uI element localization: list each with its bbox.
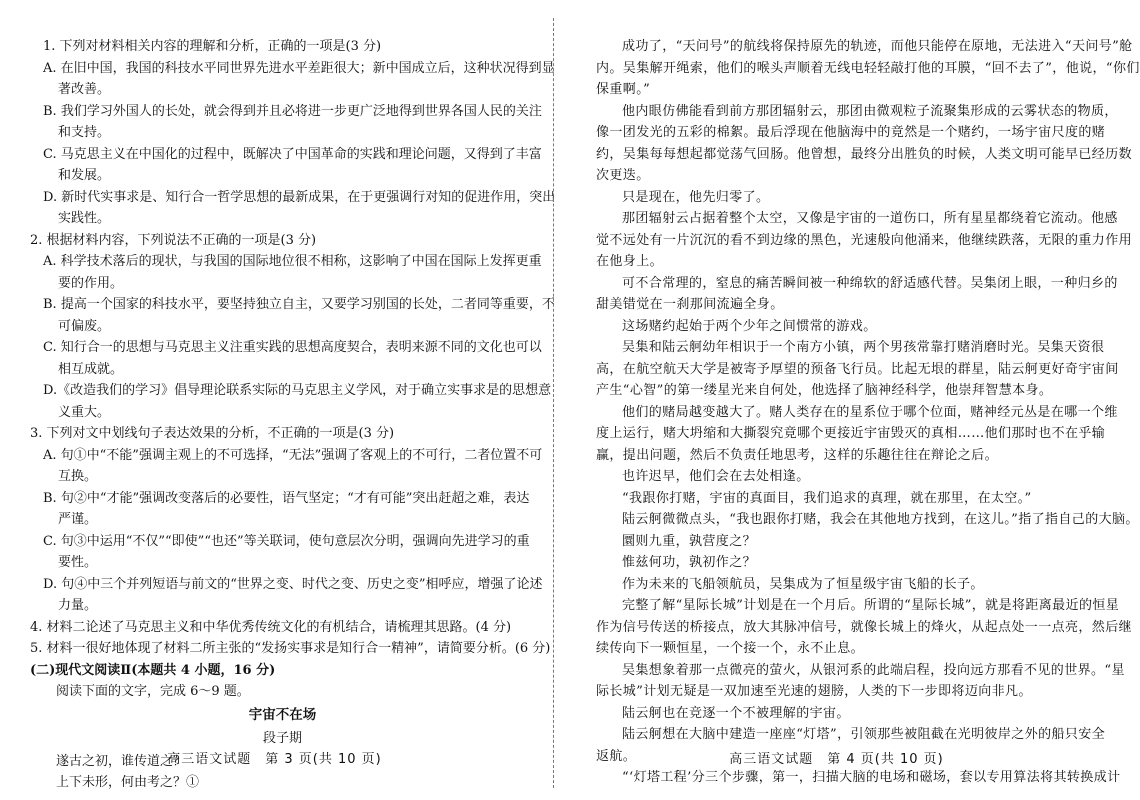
story-line: 约，吴集每每想起都觉荡气回肠。他曾想，最终分出胜负的时候，人类文明可能早已经历数 xyxy=(596,146,1133,162)
article-title: 宇宙不在场 xyxy=(248,706,317,723)
story-line: 完整了解“星际长城”计划是在一个月后。所谓的“星际长城”，就是将距离最近的恒星 xyxy=(622,598,1120,613)
q2-option-d: D.《改造我们的学习》倡导理论联系实际的马克思主义学风，对于确立实事求是的思想意 xyxy=(43,383,552,398)
q2-option-a-cont: 要的作用。 xyxy=(58,275,124,291)
q1-option-c: C. 马克思主义在中国化的过程中，既解决了中国革命的实践和理论问题，又得到了丰富 xyxy=(43,146,542,162)
q3-option-c-cont: 要性。 xyxy=(58,555,98,570)
story-line: 在他身上。 xyxy=(596,254,664,269)
story-line: 际长城”计划无疑是一双加速至光速的翅膀，人类的下一步即将迈向非凡。 xyxy=(596,684,1032,699)
story-line: 吴集和陆云舸幼年相识于一个南方小镇，两个男孩常靠打赌消磨时光。吴集天资很 xyxy=(622,340,1105,355)
left-column xyxy=(30,36,556,794)
story-line: 返航。 xyxy=(596,748,637,764)
story-line: 陆云舸也在竞逐一个不被理解的宇宙。 xyxy=(622,705,850,721)
page-footer-left: 高三语文试题 第 3 页(共 10 页) xyxy=(167,752,382,767)
story-line: 像一团发光的五彩的棉絮。最后浮现在他脑海中的竟然是一个赌约，一场宇宙尺度的赌 xyxy=(596,125,1106,140)
right-page xyxy=(562,0,1140,800)
q2-option-c-cont: 相互成就。 xyxy=(58,361,124,377)
story-line: 陆云舸微微点头，“我也跟你打赌，我会在其他地方找到，在这儿。”指了指自己的大脑。 xyxy=(622,512,1139,527)
story-line: 甜美错觉在一刹那间流遍全身。 xyxy=(596,297,784,312)
q3-option-d: D. 句④中三个并列短语与前文的“世界之变、时代之变、历史之变”相呼应，增强了论述 xyxy=(43,576,543,592)
story-line: 产生“心智”的第一缕星光来自何处，他选择了脑神经科学，他崇拜智慧本身。 xyxy=(596,383,1053,398)
story-line: 成功了，“天问号”的航线将保持原先的轨迹，而他只能停在原地，无法进入“天问号”舱 xyxy=(622,39,1133,54)
story-line: 次更迭。 xyxy=(596,168,650,183)
q1-option-c-cont: 和发展。 xyxy=(58,168,111,183)
right-column xyxy=(596,36,1140,789)
q2-option-b: B. 提高一个国家的科技水平，要坚持独立自主，又要学习别国的长处，二者同等重要，不 xyxy=(43,297,555,312)
q1-option-a: A. 在旧中国，我国的科技水平同世界先进水平差距很大；新中国成立后，这种状况得到显 xyxy=(43,60,555,76)
story-line: 吴集想象着那一点微亮的萤火，从银河系的此端启程，投向远方那看不见的世界。“星 xyxy=(622,662,1125,678)
left-page xyxy=(0,0,556,800)
page-footer-right: 高三语文试题 第 4 页(共 10 页) xyxy=(729,752,944,767)
story-line: 赢，提出问题，然后不负责任地思考，这样的乐趣往往在辩论之后。 xyxy=(596,447,999,463)
q2-option-b-cont: 可偏废。 xyxy=(58,318,111,334)
question-1: 1. 下列对材料相关内容的理解和分析，正确的一项是(3 分) xyxy=(43,39,382,54)
q2-option-d-cont: 义重大。 xyxy=(58,404,111,420)
q2-option-c: C. 知行合一的思想与马克思主义注重实践的思想高度契合，表明来源不同的文化也可以 xyxy=(43,340,542,355)
question-2: 2. 根据材料内容，下列说法不正确的一项是(3 分) xyxy=(30,232,317,248)
story-line: “‘灯塔工程’分三个步骤，第一，扫描大脑的电场和磁场，套以专用算法将其转换成计 xyxy=(622,770,1121,785)
story-line: 这场赌约起始于两个少年之间惯常的游戏。 xyxy=(622,318,877,334)
story-line: 高，在航空航天大学是被寄予厚望的预备飞行员。比起无垠的群星，陆云舸更好奇宇宙间 xyxy=(596,361,1119,377)
story-line: 他们的赌局越变越大了。赌人类存在的星系位于哪个位面，赌神经元丛是在哪一个维 xyxy=(622,404,1118,420)
poem-line-1: 遂古之初，谁传道之？ xyxy=(56,753,187,769)
story-line: 他内眼仿佛能看到前方那团辐射云，那团由微观粒子流聚集形成的云雾状态的物质， xyxy=(622,103,1118,119)
story-poem-line: 圜则九重，孰营度之？ xyxy=(622,533,757,549)
article-author: 段子期 xyxy=(262,730,302,746)
question-5: 5. 材料一很好地体现了材料二所主张的“发扬实事求是知行合一精神”，请简要分析。(6 分) xyxy=(30,641,551,656)
q3-option-a: A. 句①中“不能”强调主观上的不可选择，“无法”强调了客观上的不可行，二者位置不可 xyxy=(43,447,543,463)
story-line: 也许迟早，他们会在去处相逢。 xyxy=(622,469,810,484)
q1-option-b-cont: 和支持。 xyxy=(58,125,111,140)
question-4: 4. 材料二论述了马克思主义和中华优秀传统文化的有机结合，请梳理其思路。(4 分) xyxy=(30,619,512,635)
story-line: 续传向下一颗恒星，一个接一个，永不止息。 xyxy=(596,641,865,656)
q3-option-a-cont: 互换。 xyxy=(58,469,98,484)
story-poem-line: 惟兹何功，孰初作之？ xyxy=(622,555,757,570)
q2-option-a: A. 科学技术落后的现状，与我国的国际地位很不相称，这影响了中国在国际上发挥更重 xyxy=(43,254,542,269)
story-line: 保重啊。” xyxy=(596,82,651,97)
q3-option-b-cont: 严谨。 xyxy=(58,512,98,527)
story-line: “我跟你打赌，宇宙的真面目，我们追求的真理，就在那里，在太空。” xyxy=(622,490,1032,506)
q3-option-d-cont: 力量。 xyxy=(58,598,98,613)
q1-option-d-cont: 实践性。 xyxy=(58,211,111,226)
story-line: 只是现在，他先归零了。 xyxy=(622,189,770,205)
question-3: 3. 下列对文中划线句子表达效果的分析，不正确的一项是(3 分) xyxy=(30,426,395,441)
story-line: 可不合常理的，窒息的痛苦瞬间被一种绵软的舒适感代替。吴集闭上眼，一种归乡的 xyxy=(622,275,1118,291)
q3-option-c: C. 句③中运用“不仅”“即使”“也还”等关联词，使句意层次分明，强调向先进学习的重 xyxy=(43,533,530,549)
story-line: 度上运行，赌大坍缩和大撕裂究竟哪个更接近宇宙毁灭的真相……他们那时也不在乎输 xyxy=(596,426,1106,441)
story-line: 内。吴集解开绳索，他们的喉头声顺着无线电轻轻敲打他的耳膜，“回不去了”，他说，“你们 xyxy=(596,60,1140,76)
section-heading: (二)现代文阅读Ⅱ(本题共 4 小题，16 分) xyxy=(30,662,276,678)
q1-option-a-cont: 著改善。 xyxy=(58,82,111,97)
story-line: 觉不远处有一片沉沉的看不到边缘的黑色，光速般向他涌来，他继续跌落，无限的重力作用 xyxy=(596,232,1133,248)
reading-instruction: 阅读下面的文字，完成 6～9 题。 xyxy=(56,684,250,699)
q1-option-d: D. 新时代实事求是、知行合一哲学思想的最新成果，在于更强调行对知的促进作用，突出 xyxy=(43,189,556,205)
story-line: 那团辐射云占据着整个太空，又像是宇宙的一道伤口，所有星星都绕着它流动。他感 xyxy=(622,211,1118,226)
q1-option-b: B. 我们学习外国人的长处，就会得到并且必将进一步更广泛地得到世界各国人民的关注 xyxy=(43,103,542,119)
page-divider xyxy=(553,18,554,788)
q3-option-b: B. 句②中“才能”强调改变落后的必要性，语气坚定；“才有可能”突出赶超之难，表达 xyxy=(43,490,530,506)
story-line: 作为信号传送的桥接点，放大其脉冲信号，就像长城上的烽火，从起点处一一点亮，然后继 xyxy=(596,619,1133,635)
story-line: 陆云舸想在大脑中建造一座座“灯塔”，引领那些被阻截在光明彼岸之外的船只安全 xyxy=(622,727,1106,742)
story-line: 作为未来的飞船领航员，吴集成为了恒星级宇宙飞船的长子。 xyxy=(622,576,984,592)
poem-line-2: 上下未形，何由考之？① xyxy=(56,775,200,790)
